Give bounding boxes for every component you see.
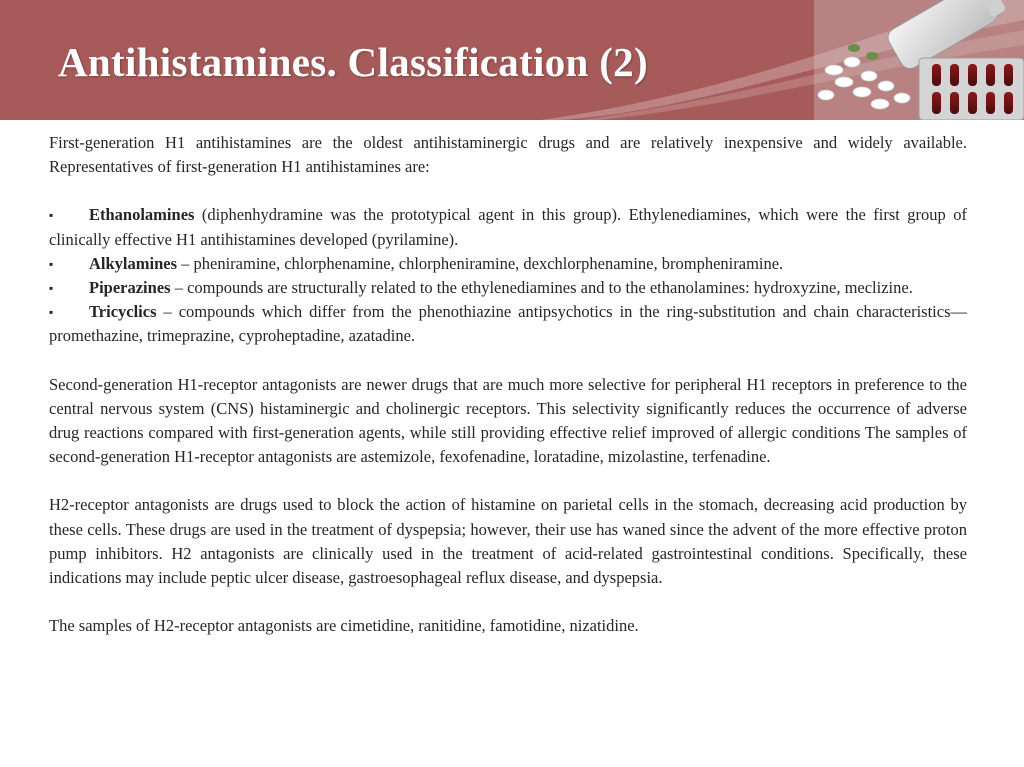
bullet-icon: ▪ (49, 305, 54, 320)
spacer (49, 179, 967, 203)
bullet-icon: ▪ (49, 281, 54, 296)
slide-title: Antihistamines. Classification (2) (58, 39, 648, 85)
bullet-icon: ▪ (49, 208, 54, 223)
bullet-icon: ▪ (49, 256, 54, 271)
pills-bottle-image (814, 0, 1024, 120)
spacer (49, 349, 967, 373)
list-item-piperazines (49, 276, 967, 300)
drug-class-list (49, 203, 967, 348)
spacer (49, 590, 967, 614)
item-text: – compounds which differ from the phenothiazine antipsychotics in the ring-substitution and chain characteristics—promethazine, trimeprazine, cyproheptadine, azatadine. (49, 302, 967, 346)
item-text: – pheniramine, chlorphenamine, chlorpheniramine, dexchlorphenamine, brompheniramine. (177, 253, 784, 273)
h2-antagonists-paragraph: H2-receptor antagonists are drugs used to block the action of histamine on parietal cells in the stomach, decreasing acid production by these cells. These drugs are used in the treatment of dyspepsia; however, their use has waned since the advent of the more effective proton pump inhibitors. H2 antagonists are clinically used in the treatment of acid-related gastrointestinal conditions. Specifically, these indications may include peptic ulcer disease, gastroesophageal reflux disease, and dyspepsia. (49, 495, 967, 588)
list-item-alkylamines (49, 252, 967, 276)
list-item-tricyclics (49, 300, 967, 348)
item-text: – compounds are structurally related to the ethylenediamines and to the ethanolamines: hydroxyzine, meclizine. (170, 278, 913, 298)
term-tricyclics: Tricyclics (89, 302, 157, 322)
second-generation-paragraph: Second-generation H1-receptor antagonists are newer drugs that are much more selective for peripheral H1 receptors in preference to the central nervous system (CNS) histaminergic and cholinergic receptors. This selectivity significantly reduces the occurrence of adverse drug reactions compared with first-generation agents, while still providing effective relief improved of allergic conditions The samples of second-generation H1-receptor antagonists are astemizole, fexofenadine, loratadine, mizolastine, terfenadine. (49, 374, 967, 467)
list-item-ethanolamines (49, 203, 967, 251)
term-ethanolamines: Ethanolamines (89, 205, 195, 225)
item-text: (diphenhydramine was the prototypical agent in this group). Ethylenediamines, which were the first group of clinically effective H1 antihistamines developed (pyrilamine). (49, 205, 967, 249)
term-alkylamines: Alkylamines (89, 253, 178, 273)
spacer (49, 469, 967, 493)
slide-header (0, 0, 1024, 120)
term-piperazines: Piperazines (89, 278, 171, 298)
intro-paragraph: First-generation H1 antihistamines are the oldest antihistaminergic drugs and are relatively inexpensive and widely available. Representatives of first-generation H1 antihistamines are: (49, 133, 967, 177)
slide-body (49, 131, 967, 638)
h2-samples-paragraph: The samples of H2-receptor antagonists are cimetidine, ranitidine, famotidine, nizatidine. (49, 616, 639, 636)
